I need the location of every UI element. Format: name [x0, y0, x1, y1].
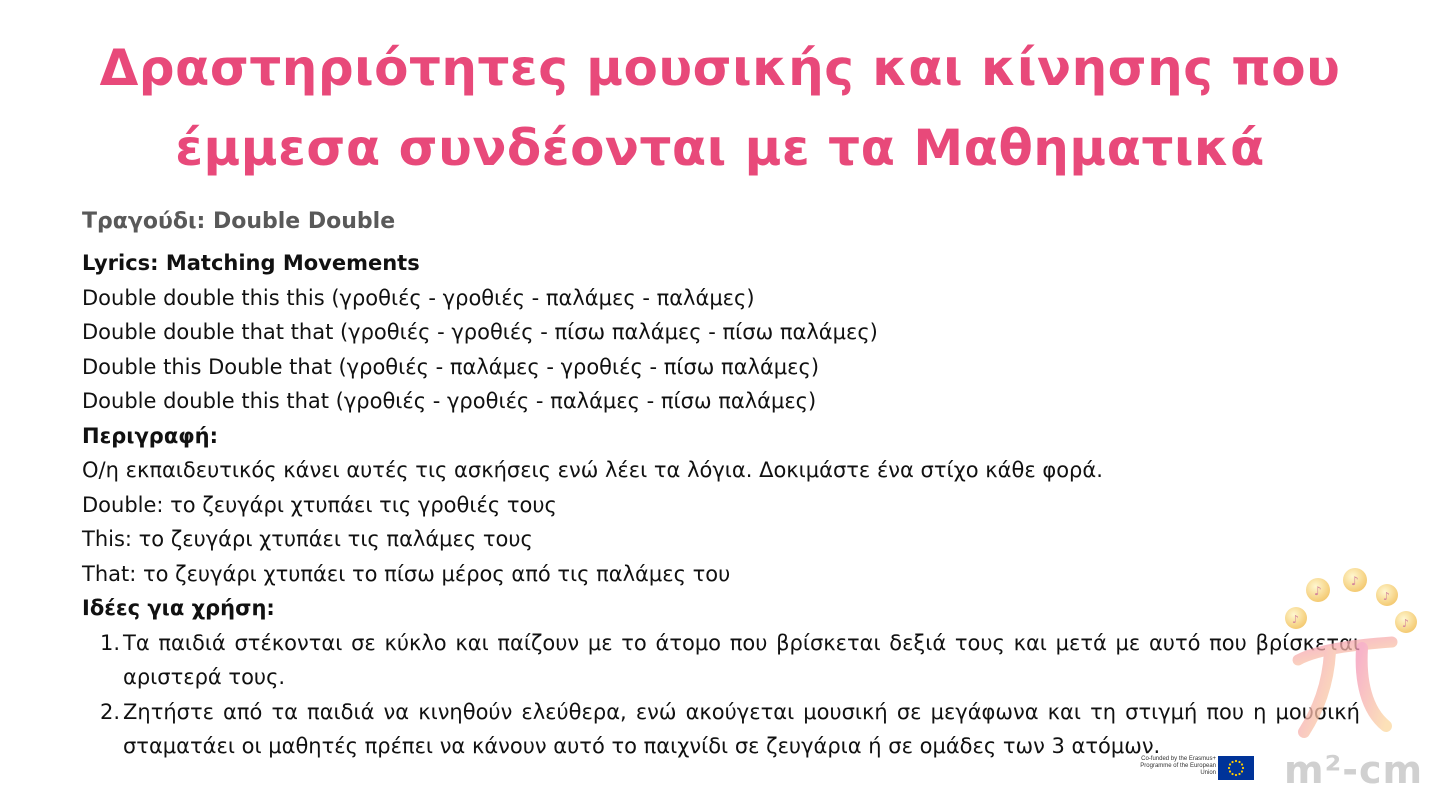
- description-line: Double: το ζευγάρι χτυπάει τις γροθιές τους: [82, 492, 557, 517]
- slide-content: [82, 204, 1360, 764]
- ideas-list: [82, 626, 1360, 764]
- slide-title: [0, 28, 1440, 188]
- music-note-icon: [1395, 611, 1417, 633]
- title-line-2: έμμεσα συνδέονται με τα Μαθηματικά: [175, 119, 1265, 177]
- music-note-icon: [1285, 607, 1307, 629]
- music-pi-decoration-icon: [1270, 560, 1430, 750]
- description-line: This: το ζευγάρι χτυπάει τις παλάμες τους: [82, 527, 533, 551]
- eu-funding-text: Co-funded by the Erasmus+ Programme of the European Union: [1140, 756, 1216, 776]
- lyrics-line: Double double that that (γροθιές - γροθιές - πίσω παλάμες - πίσω παλάμες): [82, 320, 878, 344]
- svg-text:♪: ♪: [1383, 590, 1391, 603]
- svg-text:♪: ♪: [1351, 574, 1359, 588]
- eu-flag-icon: [1218, 756, 1254, 780]
- idea-number: 2.: [100, 699, 121, 724]
- idea-item-2: [82, 695, 1360, 764]
- lyrics-line: Double this Double that (γροθιές - παλάμες - γροθιές - πίσω παλάμες): [82, 354, 820, 379]
- idea-number: 1.: [100, 630, 121, 655]
- music-note-icon: [1376, 584, 1398, 606]
- song-label: Τραγούδι: Double Double: [82, 209, 396, 234]
- lyrics-heading: Lyrics: Matching Movements: [82, 251, 420, 275]
- svg-text:♪: ♪: [1402, 617, 1410, 630]
- description-heading: Περιγραφή:: [82, 423, 219, 448]
- svg-text:♪: ♪: [1292, 613, 1300, 626]
- music-note-icon: [1343, 568, 1367, 592]
- description-line: Ο/η εκπαιδευτικός κάνει αυτές τις ασκήσεις ενώ λέει τα λόγια. Δοκιμάστε ένα στίχο κάθε φορά.: [82, 458, 1103, 482]
- title-line-1: Δραστηριότητες μουσικής και κίνησης που: [99, 39, 1341, 97]
- lyrics-line: Double double this that (γροθιές - γροθιές - παλάμες - πίσω παλάμες): [82, 389, 817, 413]
- ideas-heading: Ιδέες για χρήση:: [82, 596, 275, 620]
- music-note-icon: [1306, 578, 1330, 602]
- description-line: That: το ζευγάρι χτυπάει το πίσω μέρος από τις παλάμες του: [82, 561, 731, 586]
- svg-text:♪: ♪: [1314, 584, 1322, 598]
- m2cm-logo: m²-cm: [1284, 748, 1424, 792]
- lyrics-line: Double double this this (γροθιές - γροθιές - παλάμες - παλάμες): [82, 285, 755, 310]
- idea-text: Ζητήστε από τα παιδιά να κινηθούν ελεύθερα, ενώ ακούγεται μουσική σε μεγάφωνα και τη στιγμή που η μουσική σταματάει οι μαθητές πρέπει να κάνουν αυτό το παιχνίδι σε ζευγάρια ή σε ομάδες των 3 ατόμων.: [123, 699, 1360, 758]
- idea-item-1: [82, 626, 1360, 695]
- idea-text: Τα παιδιά στέκονται σε κύκλο και παίζουν με το άτομο που βρίσκεται δεξιά τους και μετά με αυτό που βρίσκεται αριστερά τους.: [123, 630, 1360, 689]
- pi-symbol-icon: [1298, 642, 1392, 732]
